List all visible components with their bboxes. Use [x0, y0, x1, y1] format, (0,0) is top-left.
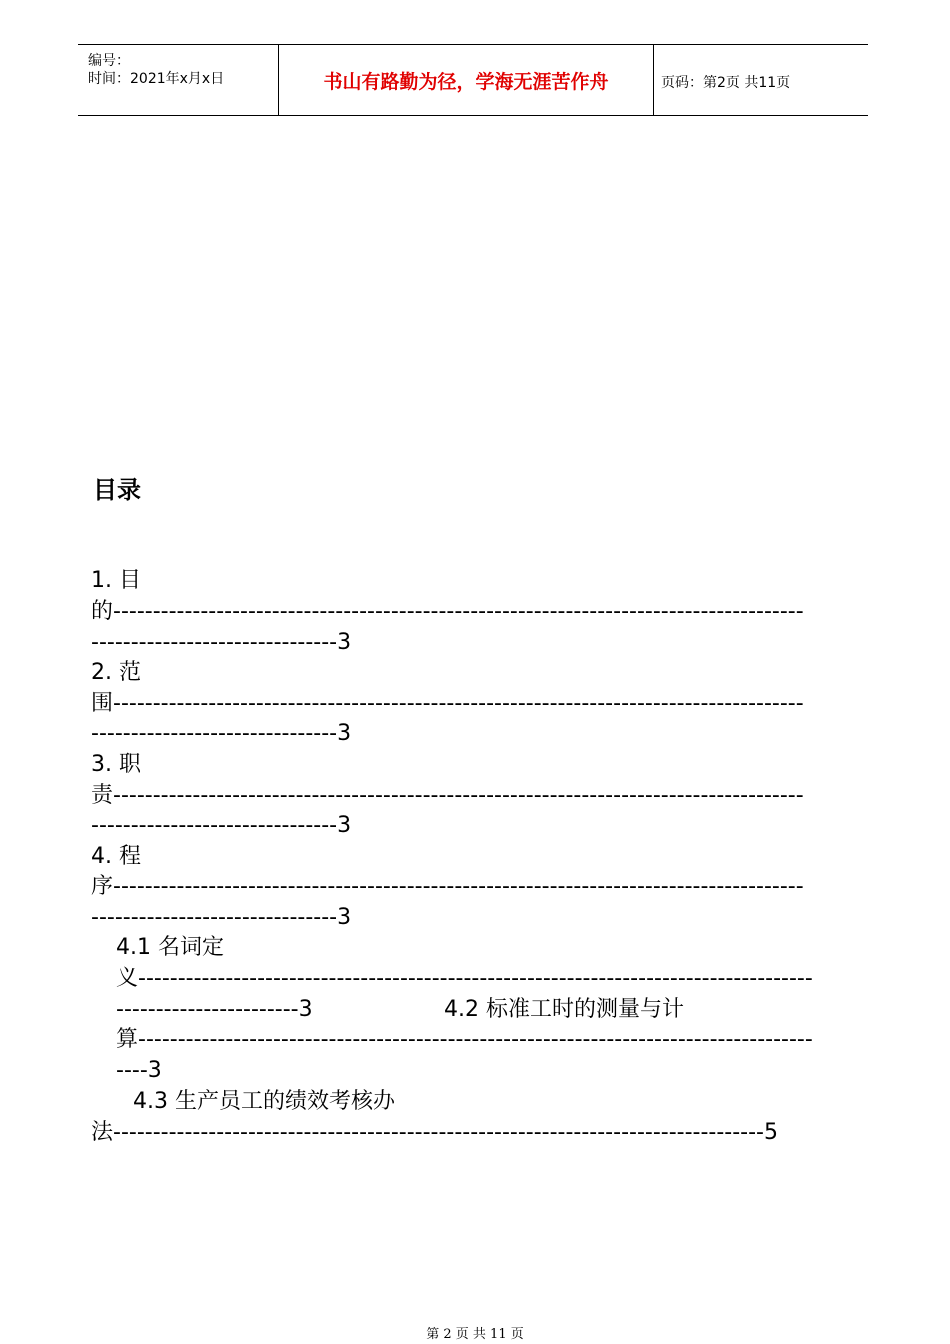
- toc-line: 2. 范: [91, 660, 141, 685]
- toc-line: 4. 程: [91, 844, 141, 869]
- toc-line: -----------------------3: [116, 997, 313, 1022]
- toc-line: 的---------------------------------------------------------------------------------------: [91, 599, 804, 624]
- toc-line: 围---------------------------------------------------------------------------------------: [91, 691, 804, 716]
- toc-line: 序---------------------------------------------------------------------------------------: [91, 874, 804, 899]
- page-header: [78, 44, 868, 116]
- time-label: 时间：2021年x月x日: [88, 71, 225, 87]
- page-footer: 第 2 页 共 11 页: [426, 1327, 524, 1342]
- toc-title: 目录: [93, 476, 141, 504]
- motto-text: 书山有路勤为径，学海无涯苦作舟: [323, 71, 609, 93]
- toc-line: 义-------------------------------------------------------------------------------------: [116, 966, 813, 991]
- toc-line: 1. 目: [91, 568, 141, 593]
- toc-line: 4.1 名词定: [116, 935, 224, 960]
- header-motto-cell: [278, 45, 654, 115]
- toc-line: -------------------------------3: [91, 813, 352, 838]
- header-right-cell: [653, 45, 868, 115]
- toc-line: -------------------------------3: [91, 905, 352, 930]
- number-label: 编号：: [88, 53, 130, 69]
- toc-line: 算-------------------------------------------------------------------------------------: [116, 1027, 813, 1052]
- toc-line: 4.2 标准工时的测量与计: [444, 997, 684, 1022]
- header-left-cell: [78, 45, 278, 115]
- toc-line: 3. 职: [91, 752, 141, 777]
- toc-line: 责---------------------------------------------------------------------------------------: [91, 783, 804, 808]
- toc-line: 4.3 生产员工的绩效考核办: [133, 1089, 395, 1114]
- toc-line: ----3: [116, 1058, 162, 1083]
- toc-line: -------------------------------3: [91, 721, 352, 746]
- page-info: 页码：第2页 共11页: [661, 75, 791, 91]
- toc-line: 法----------------------------------------------------------------------------------5: [91, 1120, 778, 1145]
- toc-line: -------------------------------3: [91, 630, 352, 655]
